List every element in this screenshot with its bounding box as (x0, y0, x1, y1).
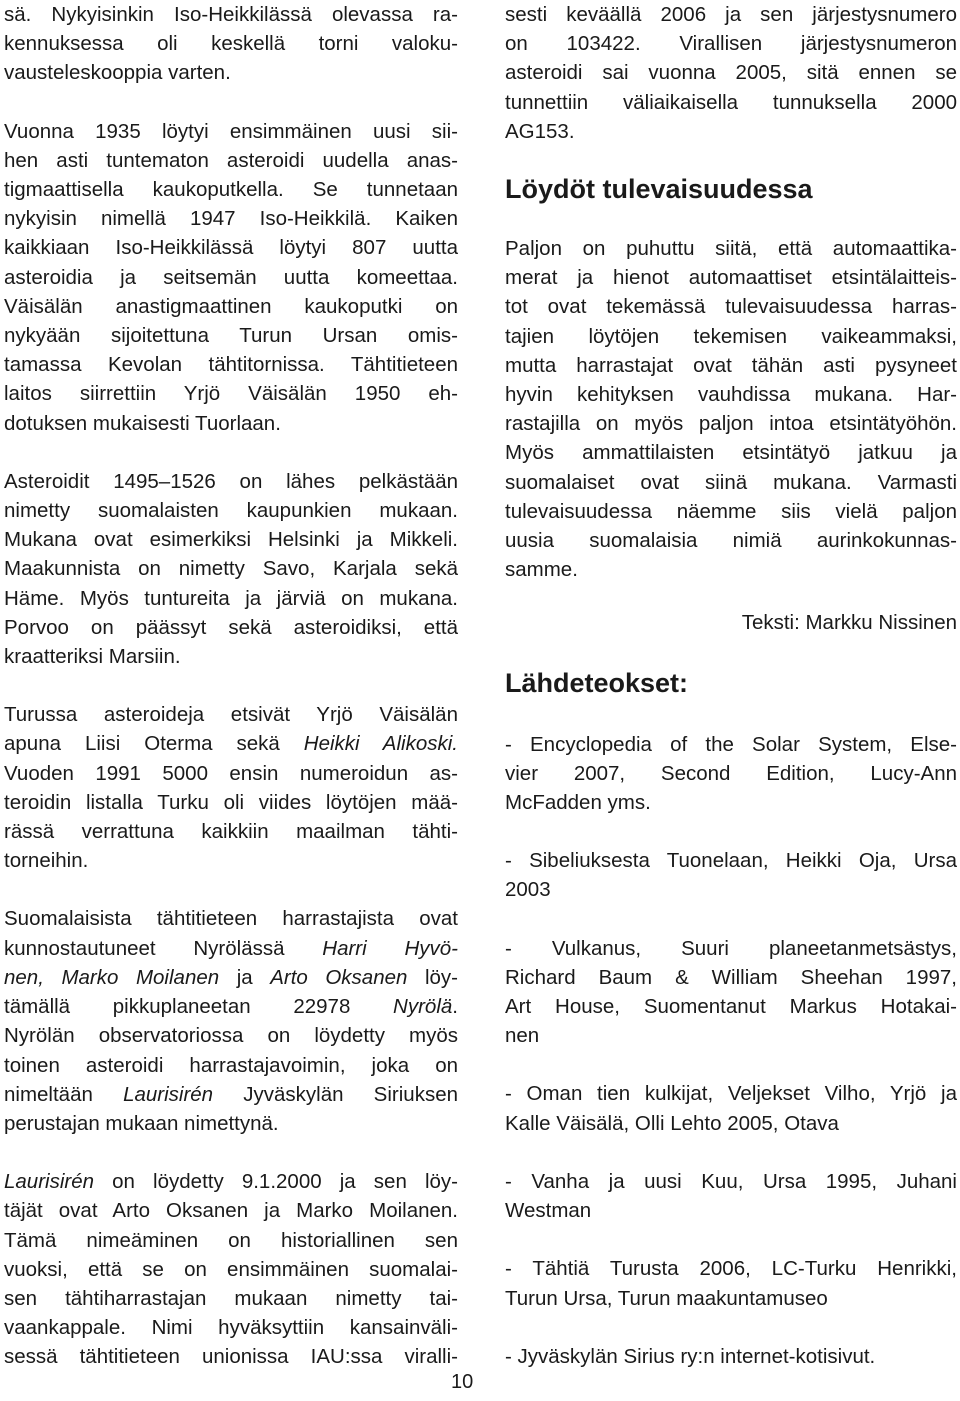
text-line: sessä tähtitieteen unionissa IAU:ssa viralli- (4, 1345, 458, 1369)
text-line: Art House, Suomentanut Markus Hotakai- (505, 995, 957, 1019)
paragraph-laurisiren (4, 1167, 458, 1371)
text-line: perustajan mukaan nimettynä. (4, 1111, 279, 1135)
text-line: nen (505, 1024, 540, 1048)
text-line: kraatteriksi Marsiin. (4, 645, 181, 669)
text-line: torneihin. (4, 849, 89, 873)
asteroid-name: Laurisirén (123, 1082, 214, 1106)
text-segment: kunnostautuneet Nyrölässä (4, 936, 323, 960)
section-heading-future: Löydöt tulevaisuudessa (505, 174, 813, 205)
paragraph-turku-searchers (4, 700, 458, 875)
text-line: suomalaiset ovat siinä mukana. Varmasti (505, 470, 957, 494)
text-line (4, 963, 458, 992)
text-line: rässä verrattuna kaikkiin maailman tähti- (4, 820, 458, 844)
text-line: vausteleskooppia varten. (4, 61, 231, 85)
text-line: Kalle Väisälä, Olli Lehto 2005, Otava (505, 1111, 839, 1135)
source-item (505, 1342, 957, 1371)
text-line: Nyrölän observatoriossa on löydetty myös (4, 1024, 458, 1048)
text-line: McFadden yms. (505, 791, 651, 815)
text-line: hen asti tuntematon asteroidi uudella anas- (4, 148, 458, 172)
text-line: asteroidia ja seitsemän uutta komeettaa. (4, 265, 458, 289)
right-column (505, 0, 957, 1371)
text-line: Richard Baum & William Sheehan 1997, (505, 965, 957, 989)
asteroid-name: Laurisirén (4, 1170, 95, 1194)
text-line: Vuoden 1991 5000 ensin numeroidun as- (4, 761, 458, 785)
text-line: vier 2007, Second Edition, Lucy-Ann (505, 761, 957, 785)
person-name: Harri Hyvö- (322, 936, 458, 960)
person-name: Heikki Alikoski. (303, 732, 458, 756)
text-segment: ja (219, 965, 271, 989)
text-segment: apuna Liisi Oterma sekä (4, 732, 304, 756)
source-item (505, 1079, 957, 1137)
text-line: Porvoo on päässyt sekä asteroidiksi, että (4, 615, 458, 639)
text-line: Tämä nimeäminen on historiallinen sen (4, 1228, 458, 1252)
text-line: nykyisin nimellä 1947 Iso-Heikkilä. Kaiken (4, 207, 458, 231)
text-line: nimetty suomalaisten kaupunkien mukaan. (4, 499, 458, 523)
text-line: toinen asteroidi harrastajavoimin, joka on (4, 1053, 458, 1077)
text-line (4, 934, 458, 963)
paragraph-official-number (505, 0, 957, 146)
text-line: asteroidi sai vuonna 2005, sitä ennen se (505, 61, 957, 85)
text-line: - Sibeliuksesta Tuonelaan, Heikki Oja, Ursa (505, 849, 957, 873)
text-line: tigmaattisella kaukoputkella. Se tunnetaan (4, 178, 458, 202)
paragraph-city-names (4, 467, 458, 671)
text-line: nykyään sijoitettuna Turun Ursan omis- (4, 324, 458, 348)
text-line: merat ja hienot automaattiset etsintälaitteis- (505, 266, 957, 290)
text-line: rastajilla on myös paljon intoa etsintätyöhön. (505, 412, 957, 436)
text-line: täjät ovat Arto Oksanen ja Marko Moilanen. (4, 1199, 458, 1223)
text-segment: löy- (407, 965, 459, 989)
text-line: Häme. Myös tuntureita ja järviä on mukana. (4, 586, 458, 610)
text-line: Maakunnista on nimetty Savo, Karjala sekä (4, 557, 458, 581)
text-line (4, 1080, 458, 1109)
text-line (4, 992, 458, 1021)
text-line: mutta harrastajat ovat tähän asti pysyneet (505, 353, 957, 377)
paragraph-future (505, 234, 957, 584)
text-line (4, 1167, 458, 1196)
text-segment: . (452, 995, 458, 1019)
text-segment: Jyväskylän Siriuksen (213, 1082, 458, 1106)
person-name: Arto Oksanen (270, 965, 408, 989)
text-line: tulevaisuudessa näemme siis vielä paljon (505, 499, 957, 523)
text-line: - Vanha ja uusi Kuu, Ursa 1995, Juhani (505, 1169, 957, 1193)
text-line: Väisälän anastigmaattinen kaukoputki on (4, 294, 458, 318)
text-line: tajien löytöjen tekemisen vaikeammaksi, (505, 324, 957, 348)
source-item (505, 1167, 957, 1225)
section-heading-sources: Lähdeteokset: (505, 667, 689, 698)
text-line: 2003 (505, 878, 551, 902)
text-line: vuoksi, että se on ensimmäinen suomalai- (4, 1257, 458, 1281)
paragraph-1935-discovery (4, 117, 458, 438)
source-item (505, 730, 957, 818)
article-author: Teksti: Markku Nissinen (741, 611, 957, 635)
left-column (4, 0, 458, 1372)
text-line: tot ovat tekemässä tulevaisuudessa harras- (505, 295, 957, 319)
text-line: Mukana ovat esimerkiksi Helsinki ja Mikkeli. (4, 528, 458, 552)
paragraph-amateurs (4, 904, 458, 1138)
text-line: - Jyväskylän Sirius ry:n internet-kotisivut. (505, 1344, 876, 1368)
text-line (4, 729, 458, 758)
text-line: sesti keväällä 2006 ja sen järjestysnumero (505, 3, 957, 26)
text-line: tamassa Kevolan tähtitornissa. Tähtitieteen (4, 353, 458, 377)
text-line: dotuksen mukaisesti Tuorlaan. (4, 411, 281, 435)
text-line: - Tähtiä Turusta 2006, LC-Turku Henrikki, (505, 1257, 957, 1281)
text-line: teroidin listalla Turku oli viides löytöjen mää- (4, 790, 458, 814)
text-line: - Encyclopedia of the Solar System, Else- (505, 732, 957, 756)
text-line: sen tähtiharrastajan mukaan nimetty tai- (4, 1286, 458, 1310)
text-line: Vuonna 1935 löytyi ensimmäinen uusi sii- (4, 119, 458, 143)
text-line: Paljon on puhuttu siitä, että automaattika- (505, 237, 957, 261)
asteroid-name: Nyrölä (393, 995, 453, 1019)
source-item (505, 1254, 957, 1312)
text-line: Asteroidit 1495–1526 on lähes pelkästään (4, 469, 458, 493)
text-line: samme. (505, 558, 578, 582)
text-line: tunnettiin väliaikaisella tunnuksella 2000 (505, 90, 957, 114)
text-line: Suomalaisista tähtitieteen harrastajista ovat (4, 907, 458, 931)
text-line: - Oman tien kulkijat, Veljekset Vilho, Yrjö ja (505, 1082, 957, 1106)
page-number: 10 (451, 1371, 474, 1393)
text-line: vaankappale. Nimi hyväksyttiin kansainväli- (4, 1316, 458, 1340)
text-line: Myös ammattilaisten etsintätyö jatkuu ja (505, 441, 957, 465)
text-line: kaikkiaan Iso-Heikkilässä löytyi 807 uutta (4, 236, 458, 260)
text-line: hyvin kehityksen vauhdissa mukana. Har- (505, 383, 957, 407)
source-item (505, 846, 957, 904)
text-line: uusia suomalaisia nimiä aurinkokunnas- (505, 529, 957, 553)
text-line: Turun Ursa, Turun maakuntamuseo (505, 1286, 828, 1310)
paragraph-building (4, 0, 458, 88)
person-name: nen, Marko Moilanen (4, 965, 220, 989)
text-segment: nimeltään (4, 1082, 124, 1106)
text-segment: tämällä pikkuplaneetan 22978 (4, 995, 394, 1019)
text-line: laitos siirrettiin Yrjö Väisälän 1950 eh- (4, 382, 458, 406)
sources-list (505, 730, 957, 1371)
text-line: sä. Nykyisinkin Iso-Heikkilässä olevassa ra- (4, 3, 458, 26)
text-line: AG153. (505, 119, 575, 143)
text-line: Turussa asteroideja etsivät Yrjö Väisälän (4, 703, 458, 727)
text-line: kennuksessa oli keskellä torni valoku- (4, 32, 458, 56)
text-segment: on löydetty 9.1.2000 ja sen löy- (94, 1170, 458, 1194)
text-line: - Vulkanus, Suuri planeetanmetsästys, (505, 936, 957, 960)
source-item (505, 934, 957, 1051)
text-line: Westman (505, 1199, 592, 1223)
text-line: on 103422. Virallisen järjestysnumeron (505, 32, 957, 56)
